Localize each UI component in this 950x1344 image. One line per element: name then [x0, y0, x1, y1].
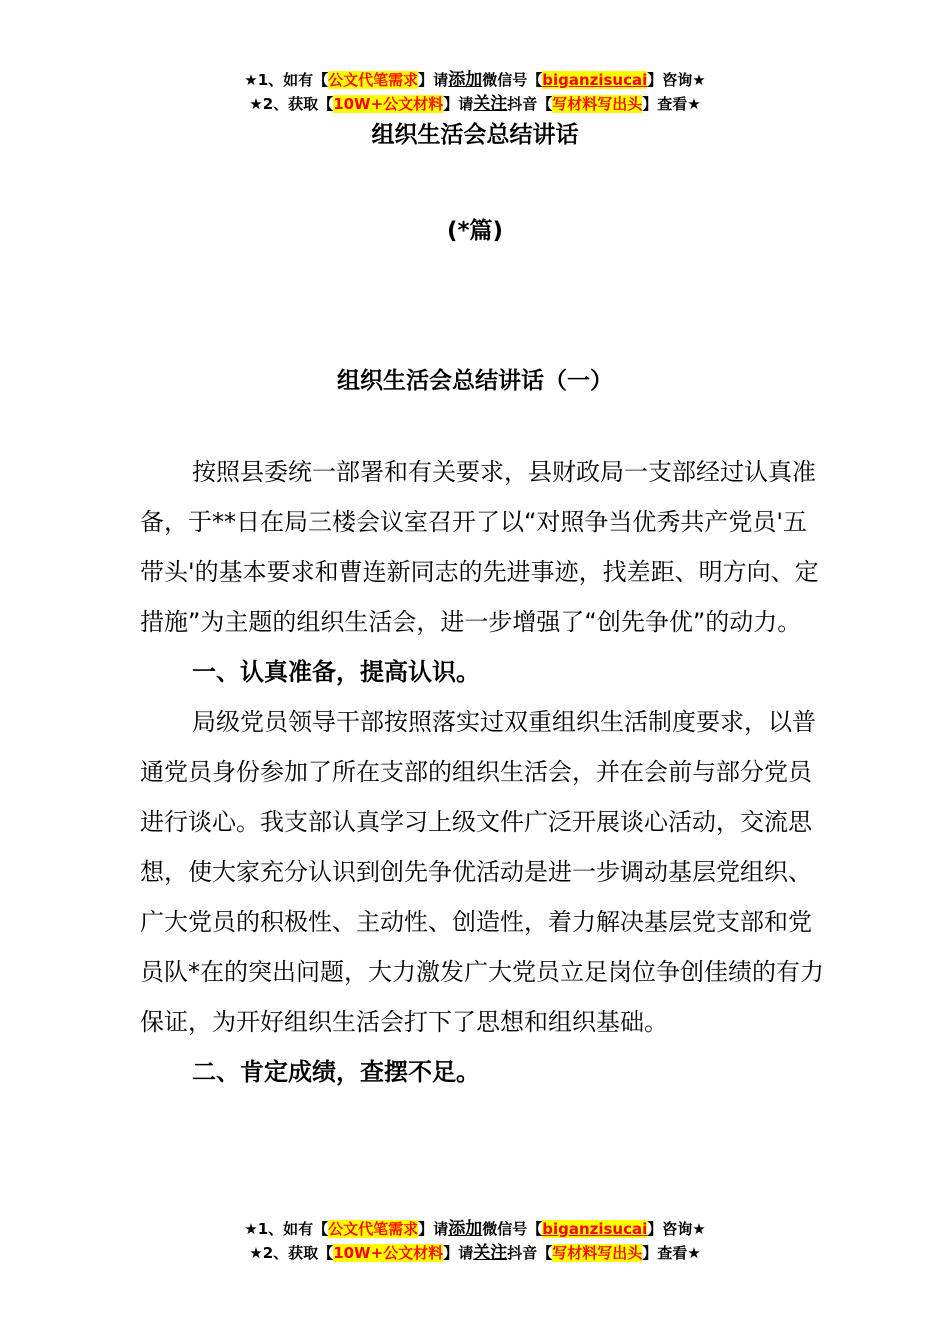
banner-line-2 — [0, 92, 950, 116]
banner-text: ★2、获取【 — [249, 95, 334, 113]
banner-douyin-account: 写材料写出头 — [552, 95, 643, 113]
banner-text: 】请 — [443, 95, 474, 113]
footer-banner — [0, 1217, 950, 1265]
document-body — [140, 447, 830, 1097]
banner-wechat-id[interactable]: biganzisucai — [542, 1220, 648, 1238]
banner-text: 抖音【 — [507, 95, 553, 113]
banner-emphasis: 添加 — [448, 1219, 483, 1239]
body-paragraph: 按照县委统一部署和有关要求，县财政局一支部经过认真准备，于**日在局三楼会议室召开了以“对照争当优秀共产党员'五带头'的基本要求和曹连新同志的先进事迹，找差距、明方向、定措施”为主题的组织生活会，进一步增强了“创先争优”的动力。 — [140, 458, 819, 636]
banner-highlight-materials: 10W+公文材料 — [333, 95, 444, 113]
banner-line-1 — [0, 68, 950, 92]
document-count: (*篇) — [446, 218, 504, 244]
banner-highlight-service: 公文代笔需求 — [328, 71, 419, 89]
banner-text: ★2、获取【 — [249, 1244, 334, 1262]
banner-text: ★1、如有【 — [244, 71, 329, 89]
banner-emphasis: 关注 — [473, 1243, 508, 1263]
banner-emphasis: 添加 — [448, 70, 483, 90]
banner-text: 抖音【 — [507, 1244, 553, 1262]
banner-highlight-service: 公文代笔需求 — [328, 1220, 419, 1238]
banner-wechat-id[interactable]: biganzisucai — [542, 71, 648, 89]
header-banner — [0, 68, 950, 116]
banner-text: 微信号【 — [482, 71, 543, 89]
banner-text: 】咨询★ — [647, 1220, 706, 1238]
banner-highlight-materials: 10W+公文材料 — [333, 1244, 444, 1262]
banner-text: 】咨询★ — [647, 71, 706, 89]
banner-line-1 — [0, 1217, 950, 1241]
banner-text: 】请 — [443, 1244, 474, 1262]
banner-text: ★1、如有【 — [244, 1220, 329, 1238]
banner-text: 】查看★ — [642, 95, 701, 113]
banner-line-2 — [0, 1241, 950, 1265]
banner-text: 】请 — [418, 71, 449, 89]
banner-douyin-account: 写材料写出头 — [552, 1244, 643, 1262]
banner-text: 微信号【 — [482, 1220, 543, 1238]
banner-text: 】查看★ — [642, 1244, 701, 1262]
body-paragraph: 局级党员领导干部按照落实过双重组织生活制度要求，以普通党员身份参加了所在支部的组织生活会，并在会前与部分党员进行谈心。我支部认真学习上级文件广泛开展谈心活动，交流思想，使大家充分认识到创先争优活动是进一步调动基层党组织、广大党员的积极性、主动性、创造性，着力解决基层党支部和党员队*在的突出问题，大力激发广大党员立足岗位争创佳绩的有力保证，为开好组织生活会打下了思想和组织基础。 — [140, 708, 824, 1036]
section-heading: 一、认真准备，提高认识。 — [192, 658, 480, 686]
banner-emphasis: 关注 — [473, 94, 508, 114]
section-title: 组织生活会总结讲话（一） — [337, 368, 613, 394]
document-title: 组织生活会总结讲话 — [371, 122, 579, 148]
section-heading: 二、肯定成绩，查摆不足。 — [192, 1058, 480, 1086]
banner-text: 】请 — [418, 1220, 449, 1238]
